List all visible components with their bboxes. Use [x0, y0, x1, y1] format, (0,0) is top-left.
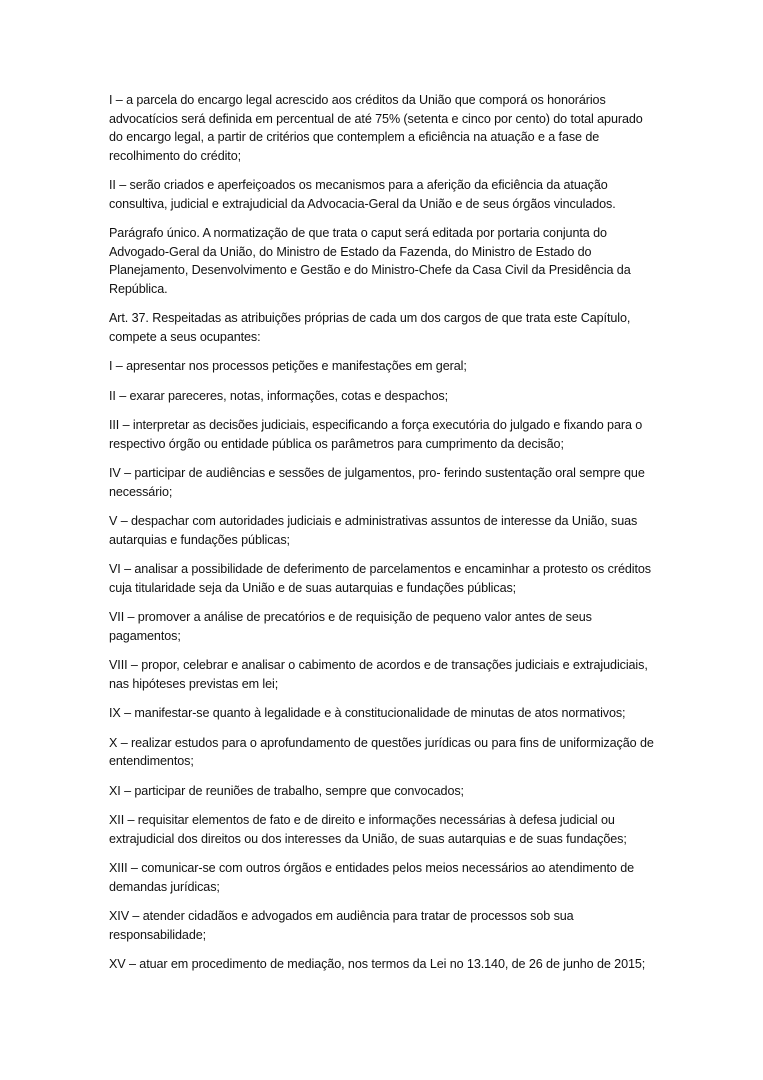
paragraph-art37-inciso-xiii: XIII – comunicar-se com outros órgãos e entidades pelos meios necessários ao atendimento de demandas jurídicas; [109, 861, 635, 894]
paragraph-art37-inciso-x: X – realizar estudos para o aprofundamento de questões jurídicas ou para fins de uniformização de entendimentos; [109, 735, 654, 768]
paragraph-art37-inciso-iii: III – interpretar as decisões judiciais, especificando a força executória do julgado e fixando para o respectivo órgão ou entidade pública os parâmetros para cumprimento da decisão; [109, 418, 643, 451]
paragraph-paragrafo-unico: Parágrafo único. A normatização de que trata o caput será editada por portaria conjunta do Advogado-Geral da União, do Ministro de Estado da Fazenda, do Ministro de Estado do Planejamento, Desenvolvimento e Gestão e do Ministro-Chefe da Casa Civil da Presidência da República. [109, 226, 631, 296]
document-page [109, 91, 657, 985]
paragraph-art37-inciso-ii: II – exarar pareceres, notas, informações, cotas e despachos; [109, 388, 449, 403]
paragraph-art37-inciso-iv: IV – participar de audiências e sessões de julgamentos, pro- ferindo sustentação oral sempre que necessário; [109, 466, 645, 499]
paragraph-art37-inciso-ix: IX – manifestar-se quanto à legalidade e à constitucionalidade de minutas de atos normativos; [109, 706, 626, 720]
paragraph-art37-inciso-vi: VI – analisar a possibilidade de deferimento de parcelamentos e encaminhar a protesto os créditos cuja titularidade seja da União e de suas autarquias e fundações públicas; [109, 562, 651, 595]
paragraph-art37-inciso-xv: XV – atuar em procedimento de mediação, nos termos da Lei no 13.140, de 26 de junho de 2015; [109, 957, 646, 971]
paragraph-art37-inciso-viii: VIII – propor, celebrar e analisar o cabimento de acordos e de transações judiciais e extrajudiciais, nas hipóteses previstas em lei; [109, 658, 648, 691]
paragraph-art37-inciso-v: V – despachar com autoridades judiciais e administrativas assuntos de interesse da União, suas autarquias e fundações públicas; [109, 514, 638, 547]
paragraph-art37-inciso-xii: XII – requisitar elementos de fato e de direito e informações necessárias à defesa judicial ou extrajudicial dos direitos ou dos interesses da União, de suas autarquias e de suas fundações; [109, 813, 627, 846]
paragraph-inciso-ii-mecanismos: II – serão criados e aperfeiçoados os mecanismos para a aferição da eficiência da atuação consultiva, judicial e extrajudicial da Advocacia-Geral da União e de seus órgãos vinculados. [109, 178, 616, 211]
paragraph-art37-inciso-i: I – apresentar nos processos petições e manifestações em geral; [109, 359, 467, 373]
paragraph-art-37: Art. 37. Respeitadas as atribuições próprias de cada um dos cargos de que trata este Capítulo, compete a seus ocupantes: [109, 311, 631, 344]
paragraph-art37-inciso-vii: VII – promover a análise de precatórios e de requisição de pequeno valor antes de seus pagamentos; [109, 610, 592, 643]
paragraph-inciso-i-honorarios: I – a parcela do encargo legal acrescido aos créditos da União que comporá os honorários advocatícios será definida em percentual de até 75% (setenta e cinco por cento) do total apurado do encargo legal, a partir de critérios que contemplem a eficiência na atuação e a fase de recolhimento do crédito; [109, 93, 643, 163]
paragraph-art37-inciso-xiv: XIV – atender cidadãos e advogados em audiência para tratar de processos sob sua responsabilidade; [109, 909, 574, 942]
paragraph-art37-inciso-xi: XI – participar de reuniões de trabalho, sempre que convocados; [109, 783, 464, 798]
